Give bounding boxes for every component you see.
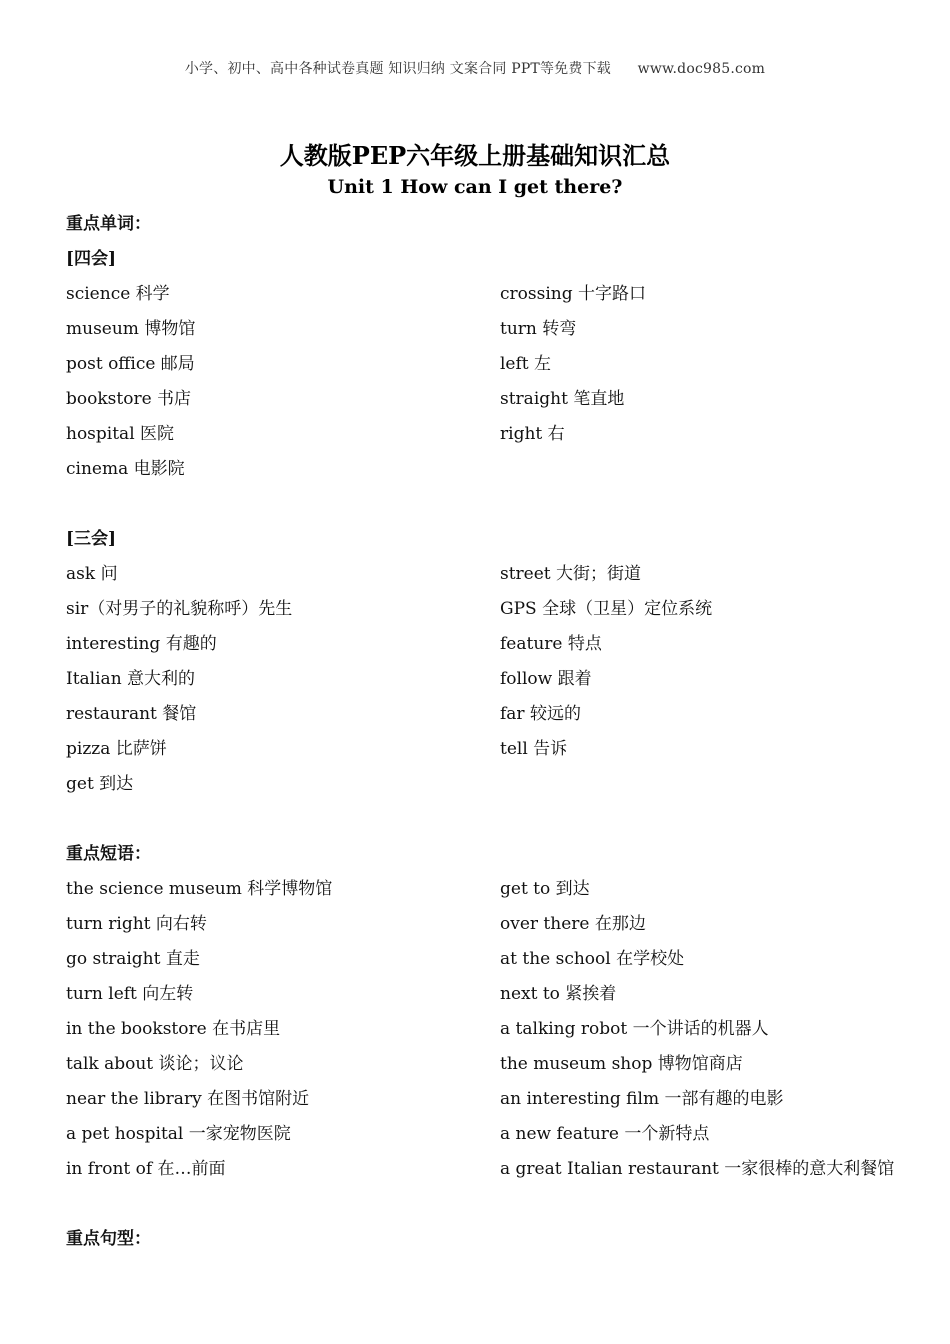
phrase-row [66, 1051, 906, 1086]
phrase-item: next to 紧挨着 [500, 984, 617, 1004]
vocab-item: science 科学 [66, 284, 170, 304]
vocab-row [66, 281, 906, 316]
phrases-heading: 重点短语： [66, 844, 151, 864]
vocab-item: Italian 意大利的 [66, 669, 196, 689]
vocab-item: cinema 电影院 [66, 459, 185, 479]
phrase-item: talk about 谈论；议论 [66, 1054, 244, 1074]
vocab-row [66, 631, 906, 666]
phrase-item: the science museum 科学博物馆 [66, 879, 333, 899]
vocab-row [66, 736, 906, 771]
vocab-item: pizza 比萨饼 [66, 739, 167, 759]
vocab-row [66, 666, 906, 701]
phrase-item: at the school 在学校处 [500, 949, 685, 969]
vocab-item: straight 笔直地 [500, 389, 625, 409]
phrase-item: an interesting film 一部有趣的电影 [500, 1089, 784, 1109]
vocab-row [66, 596, 906, 631]
vocab-row [66, 456, 906, 491]
page-header [0, 58, 950, 78]
vocab-row [66, 771, 906, 806]
vocab-item [500, 456, 906, 491]
vocab-item: hospital 医院 [66, 424, 175, 444]
section-gap [66, 806, 906, 841]
phrase-row [66, 1016, 906, 1051]
vocab-row [66, 316, 906, 351]
phrase-item: the museum shop 博物馆商店 [500, 1054, 743, 1074]
vocab-item [500, 771, 906, 806]
vocab-item: tell 告诉 [500, 739, 568, 759]
phrase-row [66, 911, 906, 946]
phrase-row [66, 1086, 906, 1121]
phrase-row [66, 946, 906, 981]
vocab-item: post office 邮局 [66, 354, 195, 374]
phrase-row [66, 1121, 906, 1156]
vocab-row [66, 386, 906, 421]
vocab-item: right 右 [500, 424, 565, 444]
phrase-item: a new feature 一个新特点 [500, 1124, 710, 1144]
three-skill-label: [三会] [66, 529, 117, 549]
phrase-item: turn right 向右转 [66, 914, 207, 934]
section-gap [66, 491, 906, 526]
vocab-row [66, 351, 906, 386]
phrase-item: get to 到达 [500, 879, 590, 899]
vocab-item: museum 博物馆 [66, 319, 196, 339]
phrase-item: near the library 在图书馆附近 [66, 1089, 310, 1109]
vocab-heading: 重点单词： [66, 214, 151, 234]
phrase-row [66, 1156, 906, 1191]
header-site: www.doc985.com [637, 61, 766, 77]
vocab-item: follow 跟着 [500, 669, 592, 689]
vocab-item: feature 特点 [500, 634, 602, 654]
vocab-item: restaurant 餐馆 [66, 704, 197, 724]
section-gap [66, 1191, 906, 1226]
vocab-row [66, 561, 906, 596]
vocab-row [66, 421, 906, 456]
phrase-item: over there 在那边 [500, 914, 646, 934]
four-skill-label: [四会] [66, 249, 117, 269]
vocab-item: crossing 十字路口 [500, 284, 647, 304]
vocab-item: left 左 [500, 354, 552, 374]
phrase-row [66, 876, 906, 911]
phrase-item: in the bookstore 在书店里 [66, 1019, 281, 1039]
phrase-item: in front of 在…前面 [66, 1159, 226, 1179]
vocab-item: bookstore 书店 [66, 389, 192, 409]
document-body [66, 211, 906, 1261]
phrase-row [66, 981, 906, 1016]
phrase-item: a pet hospital 一家宠物医院 [66, 1124, 291, 1144]
phrase-item: go straight 直走 [66, 949, 200, 969]
vocab-item: sir（对男子的礼貌称呼）先生 [66, 599, 293, 619]
vocab-item: street 大街；街道 [500, 564, 642, 584]
phrase-item: a great Italian restaurant 一家很棒的意大利餐馆 [500, 1159, 895, 1179]
vocab-item: get 到达 [66, 774, 134, 794]
phrase-item: turn left 向左转 [66, 984, 194, 1004]
vocab-item: interesting 有趣的 [66, 634, 217, 654]
vocab-item: ask 问 [66, 564, 118, 584]
document-title: 人教版PEP六年级上册基础知识汇总 [279, 141, 671, 170]
phrase-item: a talking robot 一个讲话的机器人 [500, 1019, 769, 1039]
vocab-item: turn 转弯 [500, 319, 577, 339]
vocab-item: GPS 全球（卫星）定位系统 [500, 599, 713, 619]
vocab-row [66, 701, 906, 736]
sentences-heading: 重点句型： [66, 1229, 151, 1249]
unit-title: Unit 1 How can I get there? [327, 176, 623, 198]
header-text: 小学、初中、高中各种试卷真题 知识归纳 文案合同 PPT等免费下载 [184, 61, 611, 77]
vocab-item: far 较远的 [500, 704, 581, 724]
